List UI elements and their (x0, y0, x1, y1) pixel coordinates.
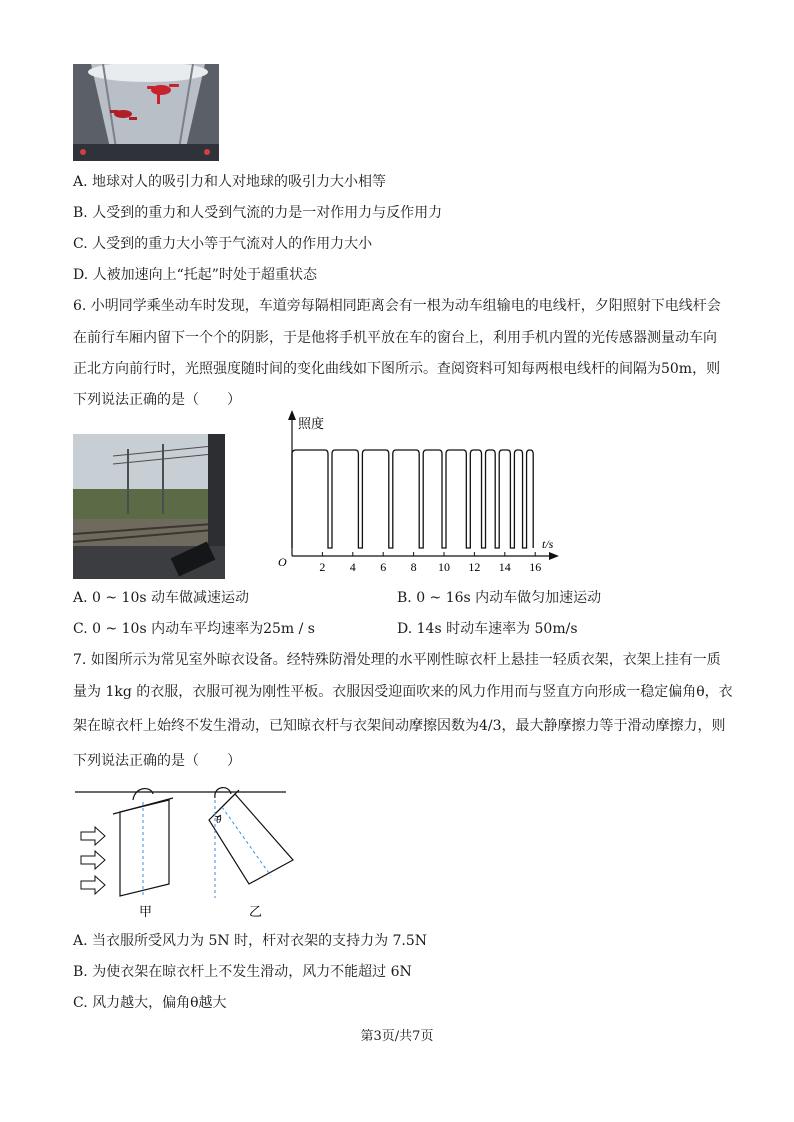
q7-option-b: B. 为使衣架在晾衣杆上不发生滑动，风力不能超过 6N (73, 964, 412, 980)
y-axis-label: 照度 (298, 416, 325, 431)
x-tick-label: 16 (529, 560, 542, 574)
q6-stem-line-3: 正北方向前行时，光照强度随时间的变化曲线如下图所示。查阅资料可知每两根电线杆的间隔为50m，则 (73, 361, 721, 377)
figure-jia (81, 789, 173, 919)
q6-stem-line-2: 在前行车厢内留下一个个的阴影，于是他将手机平放在车的窗台上，利用手机内置的光传感器测量动车向 (73, 330, 717, 346)
q5-option-d: D. 人被加速向上“托起”时处于超重状态 (73, 267, 317, 283)
train-window-photo (73, 434, 225, 579)
x-tick-label: 4 (349, 560, 356, 574)
q7-stem-line-4: 下列说法正确的是（ ） (73, 753, 241, 769)
x-tick-label: 6 (380, 560, 387, 574)
q6-option-d: D. 14s 时动车速率为 50m/s (397, 621, 578, 637)
x-tick-label: 10 (438, 560, 450, 574)
page-number: 第3页/共7页 (360, 1029, 434, 1044)
x-axis-arrow (549, 552, 559, 560)
q7-stem-line-3: 架在晾衣杆上始终不发生滑动，已知晾衣杆与衣架间动摩擦因数为4/3，最大静摩擦力等于滑动摩擦力，则 (73, 718, 726, 734)
x-tick-label: 2 (319, 560, 326, 574)
hook (133, 789, 153, 800)
label-jia: 甲 (139, 904, 153, 919)
clothes-hanger-figure (73, 780, 303, 920)
chart-axes (278, 410, 559, 569)
label-yi: 乙 (249, 904, 263, 919)
q7-option-a: A. 当衣服所受风力为 5N 时，杆对衣架的支持力为 7.5N (73, 933, 428, 949)
illuminance-time-chart (268, 408, 568, 580)
cloth-panel (120, 800, 169, 896)
q5-option-b: B. 人受到的重力和人受到气流的力是一对作用力与反作用力 (73, 205, 443, 221)
hook (215, 788, 231, 798)
q7-stem-line-2: 量为 1kg 的衣服，衣服可视为刚性平板。衣服因受迎面吹来的风力作用而与竖直方向形成一稳定偏角θ，衣 (73, 684, 733, 700)
angle-label: θ (216, 814, 222, 826)
wind-arrow-icon (81, 827, 105, 894)
illuminance-curve (292, 450, 533, 548)
q5-option-c: C. 人受到的重力大小等于气流对人的作用力大小 (73, 236, 373, 252)
figure-yi (209, 788, 293, 919)
q6-stem-line-1: 6. 小明同学乘坐动车时发现，车道旁每隔相同距离会有一根为动车组输电的电线杆，夕阳照射下电线杆会 (73, 298, 721, 314)
y-axis-arrow (288, 410, 296, 420)
q6-option-c: C. 0 ~ 10s 内动车平均速率为25m / s (73, 621, 315, 637)
x-tick-label: 8 (410, 560, 417, 574)
skydiving-photo (73, 64, 219, 161)
x-tick-label: 14 (498, 560, 511, 574)
x-axis-label: t/s (542, 537, 554, 551)
x-tick-label: 12 (468, 560, 481, 574)
q5-option-a: A. 地球对人的吸引力和人对地球的吸引力大小相等 (73, 174, 387, 190)
origin-label: O (278, 555, 287, 569)
x-tick-group (319, 552, 541, 574)
q7-stem-line-1: 7. 如图所示为常见室外晾衣设备。经特殊防滑处理的水平刚性晾衣杆上悬挂一轻质衣架，衣架上挂有一质 (73, 652, 721, 668)
q6-stem-line-4: 下列说法正确的是（ ） (73, 392, 241, 408)
q6-option-a: A. 0 ~ 10s 动车做减速运动 (73, 590, 249, 606)
q7-option-c: C. 风力越大，偏角θ越大 (73, 995, 227, 1011)
q6-option-b: B. 0 ~ 16s 内动车做匀加速运动 (397, 590, 602, 606)
